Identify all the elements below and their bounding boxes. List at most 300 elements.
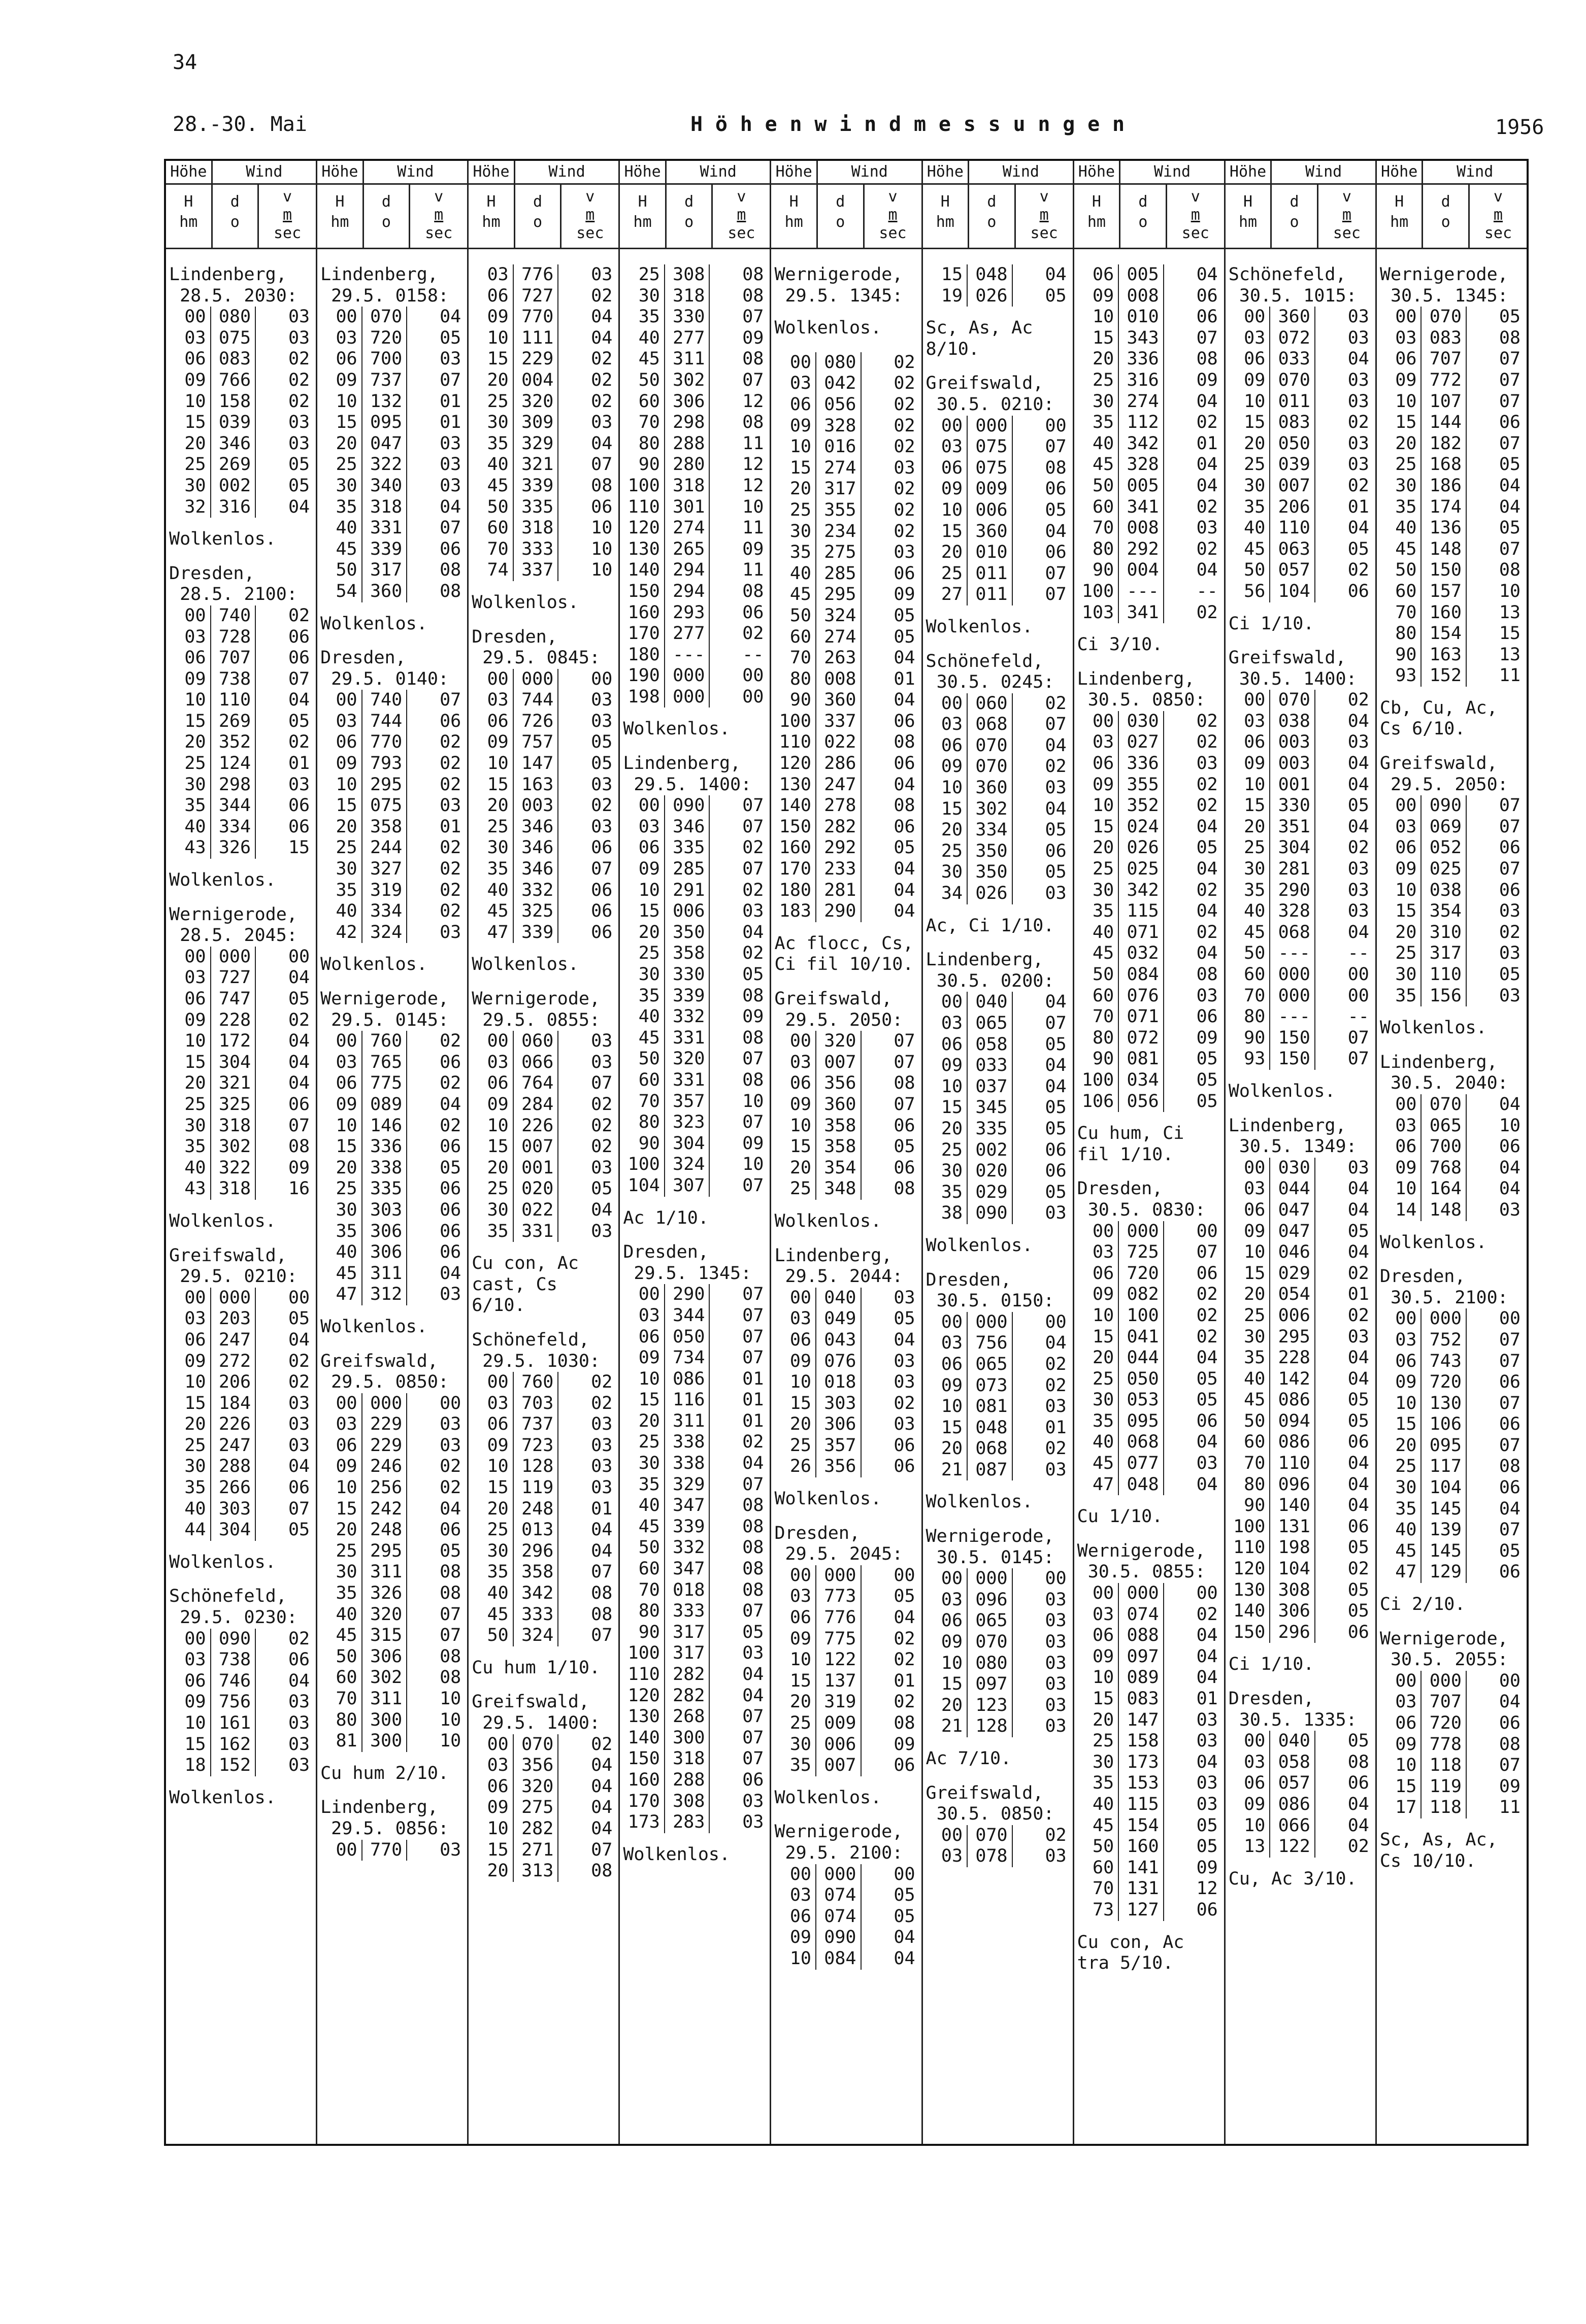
direction-cell: 740 [362,690,408,711]
table-row [469,328,618,349]
height-cell: 00 [166,1629,211,1650]
speed-cell: 02 [440,1031,461,1052]
height-cell: 45 [620,349,665,370]
direction-cell: 282 [514,1818,559,1840]
height-cell: 130 [771,774,816,796]
height-cell: 20 [1074,1348,1119,1369]
height-cell: 10 [166,1713,211,1734]
table-row [317,1414,467,1435]
height-cell: 03 [923,436,968,458]
station-block [1377,1052,1527,1253]
direction-cell: 346 [665,817,710,838]
direction-cell: 008 [1119,286,1164,307]
height-cell: 110 [771,732,816,753]
station-title: Wernigerode, 29.5. 2100: [774,1822,903,1863]
table-row [1074,1836,1224,1858]
speed-cell: 05 [1045,1118,1067,1139]
speed-cell: 03 [1196,1453,1218,1474]
height-cell: 90 [1074,1049,1119,1070]
data-rows [771,352,921,922]
direction-cell: 084 [1119,964,1164,986]
direction-cell: 046 [1270,1242,1315,1263]
table-row [469,497,618,518]
height-cell: 09 [469,1094,514,1116]
speed-cell: 02 [288,1372,310,1393]
station-block [620,753,770,1229]
height-cell: 09 [1377,859,1422,880]
speed-cell: 08 [742,1537,764,1558]
table-row [1074,1369,1224,1390]
height-cell: 06 [923,1610,968,1632]
table-row [923,693,1073,715]
speed-cell: 07 [591,1562,613,1582]
direction-cell: 145 [1422,1541,1467,1562]
height-cell: 09 [166,1692,211,1713]
height-cell: 06 [771,1906,816,1928]
station-block [1377,1629,1527,1872]
speed-cell: 04 [591,1755,613,1776]
direction-cell: 740 [211,605,256,627]
station-block [1226,264,1375,634]
direction-cell: 775 [816,1629,862,1650]
speed-cell: 12 [742,475,764,496]
speed-cell: 02 [1045,1354,1067,1374]
speed-cell: 04 [1347,518,1369,538]
height-cell: 45 [469,476,514,497]
table-row [771,1713,921,1734]
direction-cell: 300 [362,1731,408,1752]
table-row [771,1073,921,1094]
table-row [923,1203,1073,1224]
speed-cell: 02 [591,1094,613,1115]
speed-cell: 06 [440,1052,461,1072]
height-cell: 50 [1226,1411,1271,1432]
cloud-note: Cu hum, Ci fil 1/10. [1077,1123,1184,1165]
speed-cell: 04 [440,1498,461,1519]
speed-cell: 04 [288,496,310,517]
height-cell: 30 [317,1200,362,1221]
table-row [1074,1049,1224,1070]
height-cell: 09 [923,1375,968,1397]
table-row [1377,1776,1527,1798]
height-cell: 00 [1226,307,1271,328]
table-row [1074,1028,1224,1049]
direction-cell: 112 [1119,412,1164,433]
cloud-note: Ci 1/10. [1228,613,1314,634]
height-cell: 50 [620,370,665,391]
table-row [923,542,1073,563]
height-cell: 35 [469,1562,514,1583]
table-row [923,1333,1073,1354]
direction-cell: 357 [816,1435,862,1457]
data-rows [317,1393,467,1752]
speed-cell: 03 [1499,901,1521,922]
direction-cell: 095 [362,412,408,433]
table-row [317,1477,467,1499]
height-cell: 140 [771,795,816,817]
speed-cell: 00 [1347,985,1369,1006]
speed-cell: 01 [440,816,461,837]
speed-cell: 06 [1499,1713,1521,1733]
height-cell: 10 [620,1369,665,1390]
direction-cell: 727 [211,967,256,989]
table-row [317,433,467,455]
height-symbol: H [486,193,496,211]
speed-cell: 08 [1499,1734,1521,1755]
table-row [1226,1622,1375,1643]
height-cell: 35 [923,1182,968,1203]
direction-cell: 337 [514,560,559,581]
height-cell: 15 [771,458,816,479]
height-cell: 20 [1074,1710,1119,1731]
data-rows [469,264,618,581]
speed-cell: 03 [894,1287,915,1308]
table-row [469,476,618,497]
speed-cell: 05 [1347,795,1369,816]
height-cell: 15 [771,1393,816,1414]
direction-cell: 347 [665,1495,710,1517]
height-cell: 25 [1226,1305,1271,1327]
direction-cell: 341 [1119,602,1164,624]
table-row [469,539,618,560]
speed-cell: 07 [288,1115,310,1136]
height-cell: 60 [1074,1858,1119,1879]
speed-unit-m: m [1342,206,1351,224]
table-row [771,436,921,458]
direction-cell: 324 [514,1625,559,1646]
speed-cell: 03 [591,1221,613,1241]
speed-cell: 06 [1045,542,1067,563]
table-row [771,1755,921,1776]
direction-cell: 144 [1422,412,1467,433]
speed-cell: 08 [1196,964,1218,985]
cloud-note: Sc, As, Ac 8/10. [926,318,1033,359]
direction-cell: 009 [816,1713,862,1734]
speed-symbol: v [585,188,595,206]
height-cell: 25 [1074,1369,1119,1390]
height-cell: 03 [166,1649,211,1671]
table-row [1074,328,1224,349]
height-cell: 45 [469,1604,514,1626]
table-row [317,1710,467,1731]
table-row [1074,1284,1224,1305]
height-cell: 130 [1226,1580,1271,1601]
speed-cell: 12 [742,391,764,412]
direction-cell: 350 [665,922,710,944]
station-block [1226,1116,1375,1675]
direction-cell: 007 [816,1755,862,1776]
table-row [1226,1028,1375,1049]
height-cell: 30 [771,521,816,543]
height-cell: 03 [620,817,665,838]
table-row [166,1308,316,1330]
cloud-note: Wolkenlos. [926,1235,1033,1256]
direction-cell: 311 [362,1263,408,1285]
direction-cell: 163 [1422,645,1467,666]
direction-cell: 302 [665,370,710,391]
table-row [1226,901,1375,922]
direction-cell: 131 [1119,1878,1164,1900]
direction-symbol: d [1138,193,1148,211]
height-cell: 60 [1074,497,1119,518]
speed-cell: 08 [288,1136,310,1157]
table-row [771,669,921,690]
direction-cell: 770 [362,732,408,753]
direction-cell: 700 [362,349,408,370]
data-rows [166,1288,316,1541]
height-cell: 54 [317,581,362,602]
station-title: Schönefeld, 29.5. 0230: [169,1586,298,1628]
height-cell: 25 [620,943,665,964]
speed-cell: 06 [440,711,461,731]
speed-cell: 07 [1347,1027,1369,1048]
height-cell: 00 [469,1031,514,1052]
speed-cell: 03 [1196,518,1218,538]
direction-cell: 256 [362,1477,408,1499]
table-row [771,732,921,753]
height-cell: 50 [1226,560,1271,581]
table-row [923,799,1073,820]
height-cell: 20 [1377,433,1422,455]
direction-header [515,185,562,248]
height-cell: 60 [620,1559,665,1580]
speed-cell: 08 [742,285,764,306]
height-cell: 25 [1377,943,1422,964]
table-row [1226,1794,1375,1815]
direction-cell: 000 [514,669,559,690]
direction-cell: 727 [514,286,559,307]
height-cell: 173 [620,1812,665,1833]
height-cell: 10 [771,1948,816,1970]
table-row [923,1716,1073,1737]
height-cell: 10 [166,690,211,711]
speed-cell: 03 [440,922,461,942]
data-rows [923,1312,1073,1481]
table-row [166,1052,316,1073]
speed-cell: 07 [1499,538,1521,559]
table-row [469,795,618,817]
direction-cell: 322 [362,454,408,476]
direction-cell: 311 [665,349,710,370]
table-row [469,1499,618,1520]
speed-cell: 06 [894,1115,915,1136]
direction-cell: 131 [1270,1517,1315,1538]
speed-cell: 03 [894,542,915,563]
height-cell: 90 [1226,1495,1271,1517]
direction-cell: 352 [211,732,256,753]
direction-cell: 720 [1422,1372,1467,1393]
speed-cell: 03 [1499,985,1521,1006]
direction-cell: 050 [1270,433,1315,455]
table-row [620,1006,770,1028]
speed-cell: 03 [591,1435,613,1456]
height-group-label: Höhe [1074,161,1121,183]
table-row [469,1158,618,1179]
table-row [923,521,1073,543]
table-row [317,859,467,880]
height-cell: 03 [1377,1116,1422,1137]
speed-cell: 07 [742,816,764,837]
direction-cell: 070 [968,735,1013,757]
column-subheader [166,185,316,249]
speed-cell: 04 [1045,264,1067,285]
column-group-header [771,161,921,185]
speed-cell: 04 [1499,1692,1521,1712]
height-cell: 00 [771,352,816,374]
speed-cell: 03 [1196,1773,1218,1794]
height-cell: 00 [923,1568,968,1590]
direction-cell: 339 [665,986,710,1007]
table-row [923,1632,1073,1653]
speed-cell: 02 [1045,1375,1067,1396]
wind-group-label: Wind [397,163,434,181]
direction-cell: 000 [816,1565,862,1587]
data-rows [166,605,316,859]
height-cell: 00 [1226,690,1271,711]
speed-cell: 08 [440,1562,461,1582]
speed-unit-m: m [737,206,746,224]
height-cell: 130 [620,1706,665,1728]
direction-cell: 335 [362,1178,408,1200]
station-block [923,264,1073,360]
height-cell: 15 [1226,795,1271,817]
speed-cell: 03 [288,774,310,795]
direction-cell: 063 [1270,539,1315,560]
speed-cell: 02 [591,1115,613,1136]
height-cell: 30 [1074,1752,1119,1773]
direction-cell: 324 [665,1154,710,1175]
table-row [1074,454,1224,476]
table-row [923,1097,1073,1119]
direction-cell: 041 [1119,1327,1164,1348]
direction-cell: 311 [665,1411,710,1432]
speed-cell: 07 [1499,391,1521,412]
speed-cell: 03 [591,774,613,795]
speed-cell: 11 [1499,665,1521,686]
speed-cell: 06 [1347,581,1369,601]
height-cell: 25 [469,1178,514,1200]
height-cell: 00 [166,307,211,328]
direction-cell: 156 [1422,986,1467,1007]
table-row [1377,1414,1527,1435]
height-cell: 06 [1226,732,1271,753]
height-cell: 35 [469,1221,514,1242]
height-cell: 09 [1226,1794,1271,1815]
direction-cell: 728 [211,627,256,648]
speed-cell: 07 [1196,1242,1218,1263]
height-cell: 40 [317,1242,362,1263]
height-cell: 03 [771,1885,816,1906]
table-row [1074,837,1224,859]
direction-cell: 111 [514,328,559,349]
direction-cell: 743 [1422,1351,1467,1372]
height-cell: 10 [620,880,665,901]
speed-cell: 03 [288,433,310,454]
speed-cell: 03 [1196,1731,1218,1752]
cloud-note: Wolkenlos. [623,719,731,739]
direction-cell: 115 [1119,1794,1164,1815]
height-cell: 25 [620,264,665,286]
height-cell: 10 [1074,1305,1119,1327]
table-row [620,1601,770,1622]
height-symbol: H [789,193,799,211]
speed-cell: 03 [1045,1589,1067,1610]
speed-cell: 04 [1196,1474,1218,1495]
speed-cell: 06 [1347,1773,1369,1794]
speed-cell: 04 [591,433,613,454]
speed-cell: 04 [288,1329,310,1350]
table-row [1226,1537,1375,1559]
height-cell: 60 [1074,986,1119,1007]
direction-cell: 304 [1270,837,1315,859]
height-cell: 09 [923,1055,968,1076]
direction-cell: 298 [665,412,710,433]
direction-cell: 090 [816,1927,862,1948]
table-row [620,560,770,581]
height-cell: 15 [469,349,514,370]
speed-cell: 03 [440,433,461,454]
speed-unit-sec: sec [728,224,755,242]
column-body [923,249,1073,1867]
speed-cell: 02 [1196,1284,1218,1305]
table-row [317,1200,467,1221]
height-cell: 10 [923,1653,968,1674]
direction-cell: 147 [1119,1710,1164,1731]
speed-cell: 02 [288,1009,310,1030]
speed-cell: 13 [1499,644,1521,665]
direction-cell: 060 [968,693,1013,715]
speed-cell: 07 [440,369,461,390]
speed-cell: 03 [591,816,613,837]
table-row [771,837,921,859]
direction-cell: 066 [1270,1815,1315,1837]
direction-cell: 350 [968,841,1013,862]
speed-cell: 02 [894,1692,915,1712]
table-row [620,1706,770,1728]
speed-cell: 02 [440,774,461,795]
height-unit: hm [482,213,501,231]
height-cell: 09 [469,1797,514,1818]
table-row [620,476,770,497]
table-row [1377,1200,1527,1221]
height-cell: 103 [1074,602,1119,624]
height-cell: 20 [620,1411,665,1432]
table-row [923,1418,1073,1439]
table-row [1377,795,1527,817]
speed-cell: 04 [1045,521,1067,542]
direction-cell: 274 [665,518,710,539]
speed-cell: 13 [1499,602,1521,623]
direction-cell: 354 [1422,901,1467,922]
speed-cell: 09 [742,1006,764,1027]
speed-symbol: v [283,188,292,206]
direction-cell: 773 [816,1586,862,1607]
table-row [771,563,921,585]
data-rows [1226,1158,1375,1643]
height-cell: 45 [317,1625,362,1646]
height-cell: 25 [166,454,211,476]
height-cell: 40 [1226,901,1271,922]
data-rows [1074,711,1224,1112]
speed-cell: 10 [591,538,613,559]
direction-cell: 160 [1422,602,1467,624]
table-row [1226,1731,1375,1752]
station-block [771,352,921,975]
table-row [1226,1453,1375,1474]
speed-cell: 07 [591,859,613,880]
speed-cell: 03 [1045,1396,1067,1417]
direction-cell: 002 [968,1140,1013,1161]
